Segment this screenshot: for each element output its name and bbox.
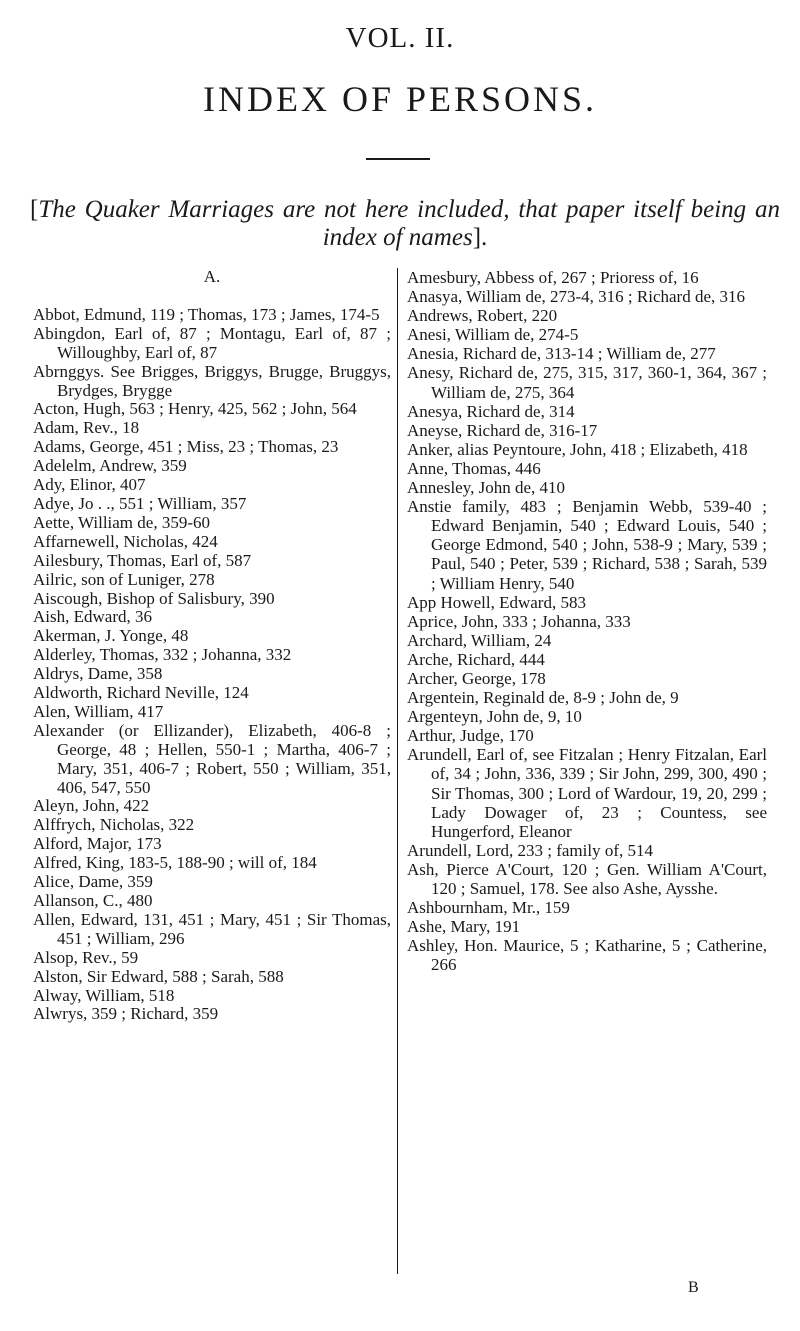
index-entry: Aleyn, John, 422	[33, 796, 150, 816]
index-entry: Allen, Edward, 131, 451 ; Mary, 451 ; Sir Thomas, 451 ; William, 296	[33, 909, 391, 948]
index-entry: Anesia, Richard de, 313-14 ; William de, 277	[407, 344, 716, 364]
index-entry: Abrnggys. See Brigges, Briggys, Brugge, Bruggys, Brydges, Brygge	[33, 361, 391, 400]
note-open-bracket: [	[30, 196, 39, 223]
index-entry: Acton, Hugh, 563 ; Henry, 425, 562 ; John, 564	[33, 399, 357, 419]
page-title: INDEX OF PERSONS.	[202, 79, 598, 119]
index-entry: Alford, Major, 173	[33, 834, 162, 854]
note-text: The Quaker Marriages are not here included, that paper itself being an index of names	[38, 196, 780, 251]
index-entry: Aette, William de, 359-60	[33, 512, 210, 532]
index-entry: Aldrys, Dame, 358	[33, 664, 163, 684]
index-entry: Arundell, Lord, 233 ; family of, 514	[407, 840, 653, 860]
index-entry: Abbot, Edmund, 119 ; Thomas, 173 ; James, 174-5	[33, 304, 380, 324]
index-entry: Alexander (or Ellizander), Elizabeth, 406-8 ; George, 48 ; Hellen, 550-1 ; Martha, 406-7 ; Mary, 351, 406-7 ; Robert, 550 ; William, 351, 406, 547, 550	[33, 720, 391, 797]
signature-mark: B	[688, 1279, 699, 1296]
index-entry: Aprice, John, 333 ; Johanna, 333	[407, 611, 631, 631]
index-entry: Ady, Elinor, 407	[33, 475, 146, 495]
index-entry: Ashbournham, Mr., 159	[407, 898, 570, 918]
index-entry: Andrews, Robert, 220	[407, 306, 558, 326]
note-close-bracket: ].	[472, 224, 488, 251]
section-letter: A.	[203, 267, 221, 286]
index-entry: Abingdon, Earl of, 87 ; Montagu, Earl of, 87 ; Willoughby, Earl of, 87	[33, 323, 391, 362]
index-entry: Alston, Sir Edward, 588 ; Sarah, 588	[33, 966, 284, 986]
index-column-left	[33, 268, 391, 1024]
index-entry: Anstie family, 483 ; Benjamin Webb, 539-40 ; Edward Benjamin, 540 ; Edward Louis, 540 ; George Edmond, 540 ; John, 538-9 ; Mary, 539 ; Paul, 540 ; Peter, 539 ; Richard, 538 ; Sarah, 539 ; William Henry, 540	[407, 497, 767, 593]
index-entry: Ashe, Mary, 191	[407, 917, 521, 937]
index-entry: Alway, William, 518	[33, 985, 175, 1005]
index-entry: Alen, William, 417	[33, 701, 164, 721]
index-entry: Archard, William, 24	[407, 630, 552, 650]
index-column-right	[407, 268, 767, 974]
index-entry: Alffrych, Nicholas, 322	[33, 815, 195, 835]
index-entry: Alice, Dame, 359	[33, 872, 153, 892]
index-entry: Annesley, John de, 410	[407, 478, 566, 498]
column-divider	[397, 268, 398, 1274]
title-rule	[366, 158, 430, 160]
index-entry: Affarnewell, Nicholas, 424	[33, 531, 218, 551]
index-entry: Anesi, William de, 274-5	[407, 325, 579, 345]
volume-heading: VOL. II.	[345, 22, 455, 54]
index-entry: Alfred, King, 183-5, 188-90 ; will of, 184	[33, 853, 317, 873]
index-entry: Anker, alias Peyntoure, John, 418 ; Elizabeth, 418	[407, 439, 748, 459]
index-entry: Adam, Rev., 18	[33, 418, 140, 438]
index-entry: Argenteyn, John de, 9, 10	[407, 707, 582, 727]
index-entry: Ashley, Hon. Maurice, 5 ; Katharine, 5 ; Catherine, 266	[407, 936, 767, 975]
index-entry: Ailesbury, Thomas, Earl of, 587	[33, 550, 252, 570]
index-entry: Anesy, Richard de, 275, 315, 317, 360-1, 364, 367 ; William de, 275, 364	[407, 363, 767, 402]
index-entry: Arundell, Earl of, see Fitzalan ; Henry Fitzalan, Earl of, 34 ; John, 336, 339 ; Sir John, 299, 300, 490 ; Sir Thomas, 300 ; Lord of Wardour, 19, 20, 299 ; Lady Dowager of, 23 ; Countess, see Hungerford, Eleanor	[407, 745, 767, 841]
index-entry: Aneyse, Richard de, 316-17	[407, 420, 598, 440]
index-entry: Anasya, William de, 273-4, 316 ; Richard de, 316	[407, 287, 745, 307]
index-entry: App Howell, Edward, 583	[407, 592, 586, 612]
index-entry: Anesya, Richard de, 314	[407, 401, 575, 421]
index-entry: Archer, George, 178	[407, 668, 546, 688]
index-entry: Amesbury, Abbess of, 267 ; Prioress of, 16	[407, 268, 699, 287]
index-entry: Arthur, Judge, 170	[407, 726, 534, 746]
index-entry: Adelelm, Andrew, 359	[33, 456, 187, 476]
index-entry: Arche, Richard, 444	[407, 649, 545, 669]
index-entry: Anne, Thomas, 446	[407, 458, 541, 478]
index-entry: Aish, Edward, 36	[33, 607, 152, 627]
index-entry: Ailric, son of Luniger, 278	[33, 569, 215, 589]
index-entry: Argentein, Reginald de, 8-9 ; John de, 9	[407, 688, 679, 708]
index-entry: Ash, Pierce A'Court, 120 ; Gen. William A'Court, 120 ; Samuel, 178. See also Ashe, Aysshe.	[407, 859, 767, 898]
index-entry: Allanson, C., 480	[33, 891, 153, 910]
index-entry: Aldworth, Richard Neville, 124	[33, 683, 249, 703]
index-entry: Alsop, Rev., 59	[33, 947, 139, 967]
index-entry: Alwrys, 359 ; Richard, 359	[33, 1004, 219, 1024]
editorial-note	[30, 196, 780, 252]
index-entry: Adams, George, 451 ; Miss, 23 ; Thomas, 23	[33, 437, 339, 457]
index-entry: Alderley, Thomas, 332 ; Johanna, 332	[33, 645, 292, 665]
index-entry: Aiscough, Bishop of Salisbury, 390	[33, 588, 275, 608]
index-entry: Akerman, J. Yonge, 48	[33, 626, 189, 646]
index-entry: Adye, Jo . ., 551 ; William, 357	[33, 493, 247, 513]
